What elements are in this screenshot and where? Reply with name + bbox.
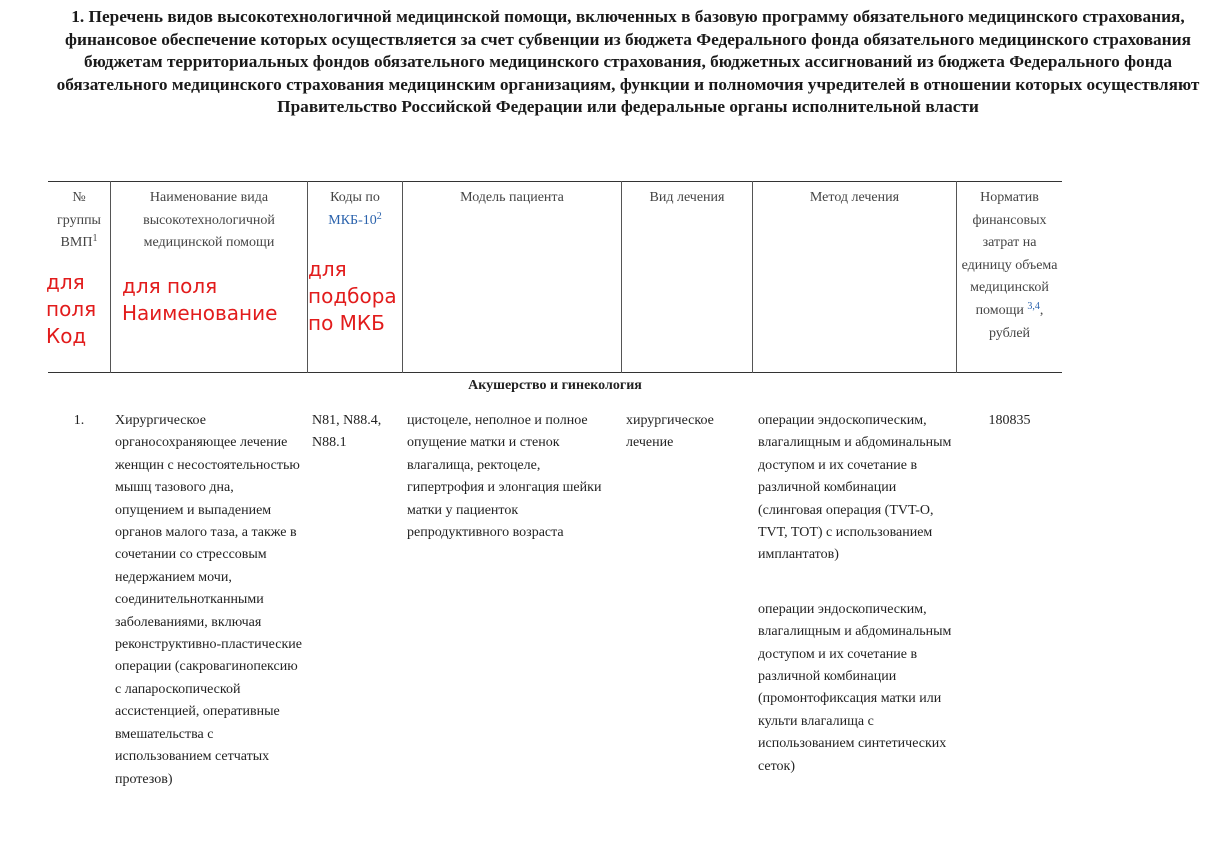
header-patient-model: Модель пациента — [460, 190, 564, 205]
method-item: операции эндоскопическим, влагалищным и абдоминальным доступом и их сочетание в различной комбинации (слинговая операция (TVT-O, TVT, TOT) с использованием имплантатов) — [758, 413, 952, 563]
header-treatment-method: Метод лечения — [809, 190, 900, 205]
row-treatment-method — [758, 410, 952, 778]
annotation-name-field: для поля Наименование — [122, 274, 278, 325]
mkb-link[interactable]: МКБ-10 — [328, 212, 377, 228]
header-group-number: № группы ВМП$^1$ — [57, 190, 101, 251]
header-treatment-type: Вид лечения — [649, 190, 725, 205]
row-patient-model: цистоцеле, неполное и полное опущение матки и стенок влагалища, ректоцеле, гипертрофия и элонгация шейки матки у пациенток репродуктивного возраста — [407, 413, 602, 541]
header-bottom-border — [48, 372, 1062, 373]
column-divider — [752, 181, 753, 373]
method-item: операции эндоскопическим, влагалищным и абдоминальным доступом и их сочетание в различной комбинации (промонтофиксация матки или культи влагалища с использованием синтетических сеток) — [758, 601, 952, 774]
section-title: Акушерство и гинекология — [468, 378, 642, 393]
header-name: Наименование вида высокотехнологичной медицинской помощи — [143, 190, 275, 251]
annotation-mkb-field: для подбора по МКБ — [308, 257, 397, 335]
row-number: 1. — [73, 413, 85, 428]
column-divider — [621, 181, 622, 373]
row-treatment-type: хирургическое лечение — [626, 413, 714, 451]
header-financial-norm: Норматив финансовых затрат на единицу объема медицинской помощи $^{3,4}$, рублей — [961, 190, 1058, 341]
row-icd-codes: N81, N88.4, N88.1 — [312, 413, 382, 451]
page-title: 1. Перечень видов высокотехнологичной медицинской помощи, включенных в базовую программу обязательного медицинского страхования, финансовое обеспечение которых осуществляется за счет субвенции из бюджета Федерального фонда обязательного медицинского страхования бюджетам территориальных фондов обязательного медицинского страхования, бюджетных ассигнований из бюджета Федерального фонда обязательного медицинского страхования медицинским организациям, функции и полномочия учредителей в отношении которых осуществляют Правительство Российской Федерации или федеральные органы исполнительной власти — [56, 7, 1200, 116]
annotation-code-field: для поля Код — [46, 270, 97, 348]
row-service-name: Хирургическое органосохраняющее лечение женщин с несостоятельностью мышц тазового дна, опущением и выпадением органов малого таза, а также в сочетании со стрессовым недержанием мочи, соединительнотканными заболеваниями, включая реконструктивно-пластические операции (сакровагинопексию с лапароскопической ассистенцией, оперативные вмешательства с использованием сетчатых протезов) — [115, 413, 302, 787]
row-financial-norm: 180835 — [988, 413, 1031, 428]
header-codes: Коды по МКБ-$10^2$ — [328, 190, 382, 228]
table-top-border — [48, 181, 1062, 182]
